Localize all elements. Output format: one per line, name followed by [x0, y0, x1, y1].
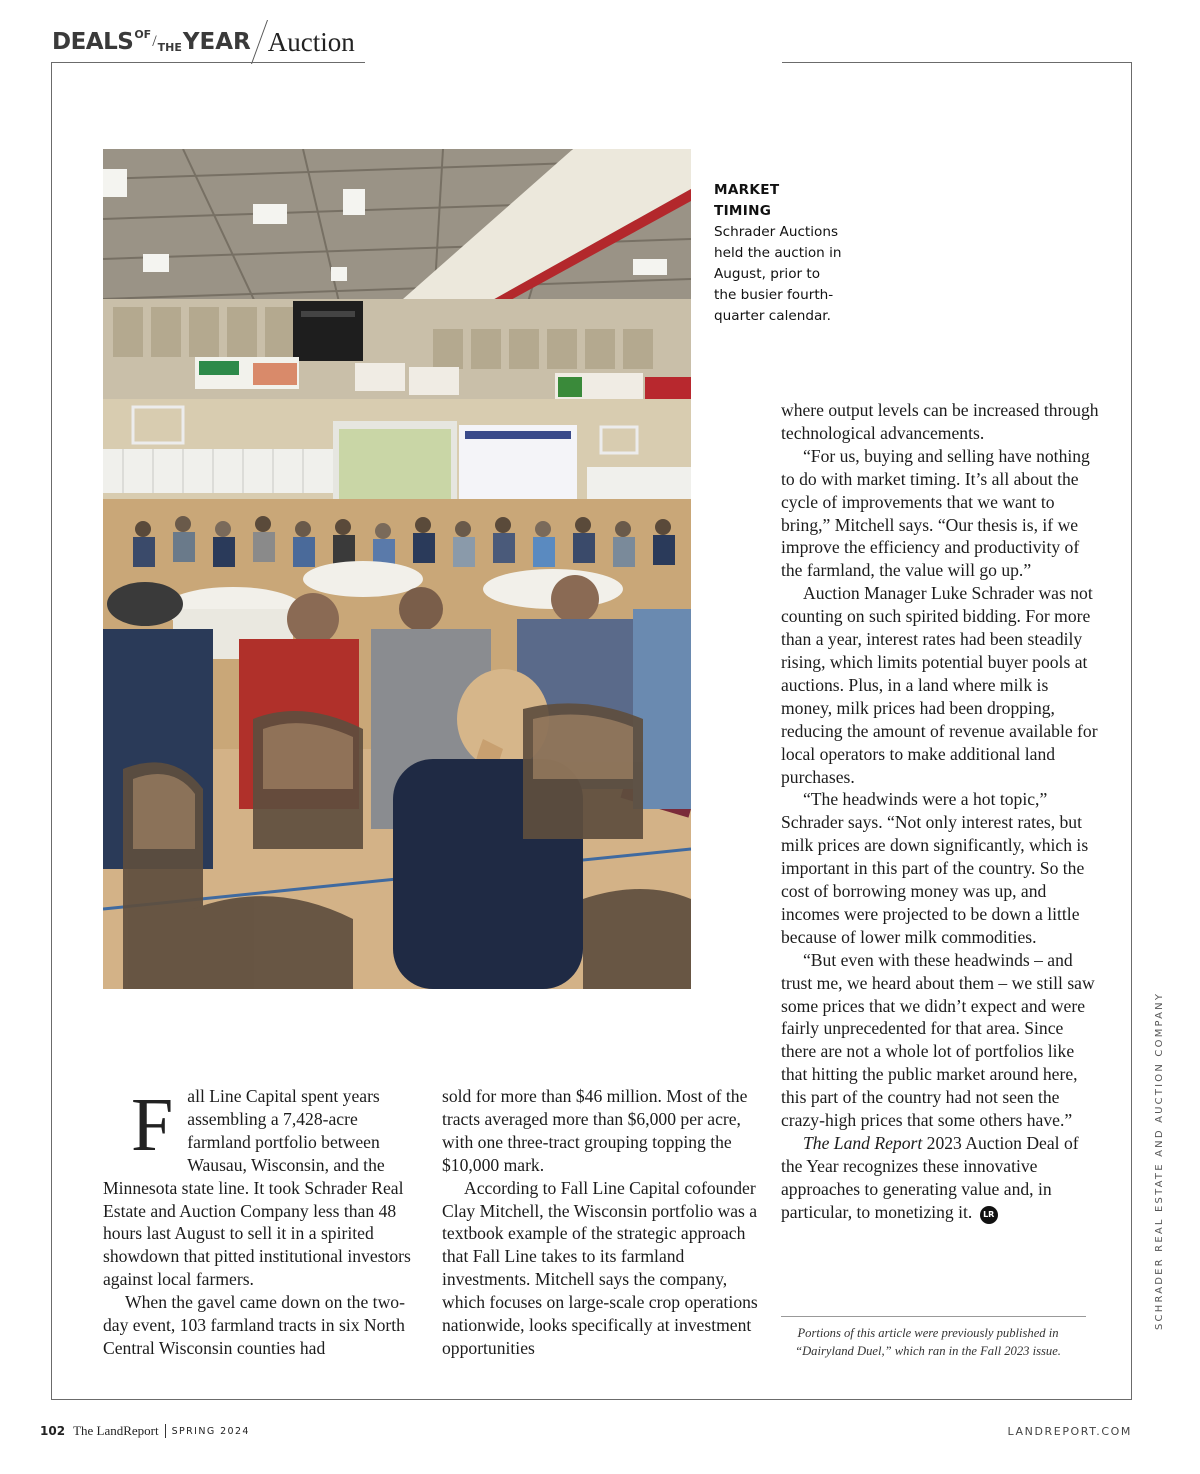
article-paragraph: “But even with these headwinds – and trust me, we heard about them – we still saw some prices that we didn’t expect and were fairly unprecedented for that area. Since there are not a whole lot of portfolios like that hitting the public market around here, this part of the country had not seen the crazy-high prices that some others have.” [781, 949, 1095, 1131]
magazine-name: The LandReport [73, 1423, 159, 1438]
header-deals: DEALS [52, 29, 134, 55]
article-column-2 [442, 1085, 760, 1360]
closing-text: 2023 Auction Deal of the Year recognizes these innovative approaches to generating value and, in particular, to monetizing it. [781, 1133, 1079, 1222]
header-the: THE [157, 41, 182, 54]
article-paragraph: When the gavel came down on the two-day event, 103 farmland tracts in six North Central Wisconsin counties had [103, 1292, 405, 1358]
publication-name: The Land Report [803, 1133, 923, 1153]
header-of: OF [134, 28, 152, 41]
article-column-3 [781, 399, 1099, 1224]
photo-caption [714, 180, 844, 327]
header-section-name: Auction [267, 26, 355, 57]
section-header [52, 20, 355, 64]
caption-heading-line2: TIMING [714, 203, 772, 219]
article-closing-paragraph [781, 1132, 1099, 1224]
caption-body: Schrader Auctions held the auction in August, prior to the busier fourth-quarter calendar. [714, 224, 842, 324]
footer-left [40, 1422, 250, 1440]
page-number: 102 [40, 1424, 66, 1438]
frame-gap [365, 60, 782, 65]
header-year: YEAR [182, 29, 251, 55]
header-slash: / [152, 33, 157, 50]
article-paragraph: “The headwinds were a hot topic,” Schrader says. “Not only interest rates, but milk prices are down significantly, which is important in this part of the country. So the cost of borrowing money was up, and incomes were projected to be down a little because of lower milk commodities. [781, 789, 1089, 947]
end-mark-icon: LR [980, 1206, 998, 1224]
caption-heading-line1: MARKET [714, 182, 780, 198]
article-paragraph: sold for more than $46 million. Most of the tracts averaged more than $6,000 per acre, with one three-tract grouping topping the $10,000 mark. [442, 1086, 748, 1175]
footer-divider [165, 1424, 166, 1438]
article-paragraph: Auction Manager Luke Schrader was not counting on such spirited bidding. For more than a year, interest rates had been steadily rising, which limits potential buyer pools at auctions. Plus, in a land where milk is money, milk prices had been dropping, reducing the amount of revenue available for local operators to make additional land purchases. [781, 583, 1098, 787]
header-divider [251, 20, 268, 64]
article-paragraph: “For us, buying and selling have nothing to do with market timing. It’s all about the cycle of improvements that we want to bring,” Mitchell says. “Our thesis is, if we improve the efficiency and productivity of the farmland, the value will go up.” [781, 445, 1090, 581]
publication-note: Portions of this article were previously published in “Dairyland Duel,” which ran in the Fall 2023 issue. [795, 1326, 1061, 1358]
article-column-1 [103, 1085, 421, 1360]
article-paragraph: all Line Capital spent years assembling a 7,428-acre farmland portfolio between Wausau, Wisconsin, and the Minnesota state line. It took Schrader Real Estate and Auction Company less than 48 hours last August to sell it in a spirited showdown that pitted institutional investors against local farmers. [103, 1086, 411, 1290]
issue-label: SPRING 2024 [171, 1425, 250, 1437]
note-divider [781, 1316, 1086, 1317]
auction-crowd-photo [103, 149, 691, 989]
article-paragraph: According to Fall Line Capital cofounder Clay Mitchell, the Wisconsin portfolio was a textbook example of the strategic approach that Fall Line takes to its farmland investments. Mitchell says the company, which focuses on large-scale crop operations nationwide, looks specifically at investment opportunities [442, 1177, 758, 1358]
drop-cap: F [131, 1083, 174, 1167]
article-paragraph: where output levels can be increased through technological advancements. [781, 400, 1099, 443]
website-link[interactable]: LANDREPORT.COM [1007, 1424, 1132, 1438]
photo-credit: SCHRADER REAL ESTATE AND AUCTION COMPANY [1154, 991, 1165, 1330]
